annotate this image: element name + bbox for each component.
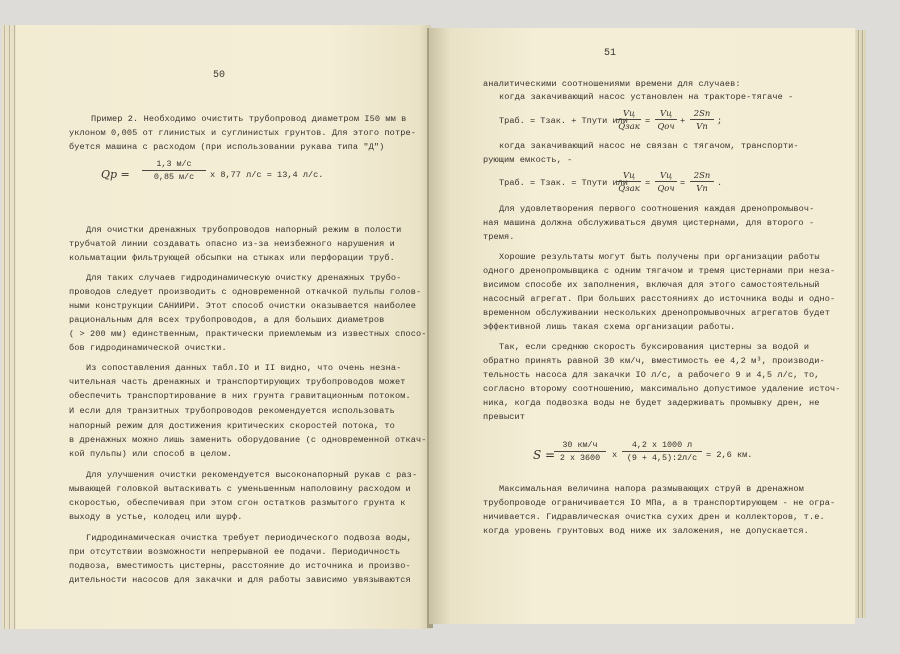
text-line: скоростью, обеспечивая при этом сгон остатков размытого грунта к bbox=[69, 498, 406, 508]
text-line: Для таких случаев гидродинамическую очистку дренажных трубо- bbox=[86, 273, 402, 283]
equals-sign: = bbox=[645, 116, 651, 126]
text-line: превысит bbox=[483, 412, 526, 422]
text-line: аналитическими соотношениями времени для случаев: bbox=[483, 79, 741, 89]
text-line: трубчатой линии создавать опасно из-за неизбежного нарушения и bbox=[69, 239, 395, 249]
text-line: чительная часть дренажных и транспортирующих трубопроводов может bbox=[69, 377, 406, 387]
page-number: 51 bbox=[604, 48, 617, 59]
text-line: когда закачивающий насос не связан с тягачом, транспорти- bbox=[499, 141, 799, 151]
text-line: проводов следует производить с одновременной откачкой пульпы голов- bbox=[69, 287, 422, 297]
text-line: дительности насосов для закачки и для работы зависимо увязываются bbox=[69, 575, 411, 585]
equals-sign: = bbox=[680, 178, 686, 188]
formula-fraction bbox=[690, 170, 714, 193]
denominator: Qоч bbox=[657, 183, 675, 193]
text-line: Пример 2. Необходимо очистить трубопровод диаметром I50 мм в bbox=[91, 114, 407, 124]
numerator: Vц bbox=[617, 108, 641, 120]
formula-rhs: = 2,6 км. bbox=[706, 450, 753, 460]
text-line: Из сопоставления данных табл.IO и II видно, что очень незна- bbox=[86, 363, 402, 373]
text-line: трубопроводе ограничивается IO МПа, а в транспортирующем - не огра- bbox=[483, 498, 836, 508]
formula-fraction bbox=[554, 440, 606, 463]
formula-lhs: Tраб. = Tзак. = Tпути или bbox=[499, 178, 628, 188]
text-line: подвоза, вместимость цистерны, расстояние до источника и произво- bbox=[69, 561, 411, 571]
text-line: ная машина должна обслуживаться двумя цистернами, для второго - bbox=[483, 218, 815, 228]
text-line: уклоном 0,005 от глинистых и суглинистых грунтов. Для этого потре- bbox=[69, 128, 416, 138]
numerator: Vц bbox=[655, 170, 677, 182]
text-line: кольматации фильтрующей обсыпки на стыках или перфорации труб. bbox=[69, 253, 395, 263]
numerator: 1,3 м/с bbox=[142, 159, 206, 171]
text-line: Так, если среднюю скорость буксирования цистерны за водой и bbox=[499, 342, 810, 352]
numerator: 4,2 x 1000 л bbox=[622, 440, 702, 452]
formula-lhs: Tраб. = Tзак. + Tпути или bbox=[499, 116, 628, 126]
formula-rhs: x 8,77 л/с = 13,4 л/с. bbox=[210, 170, 324, 180]
formula-tail: ; bbox=[717, 116, 723, 126]
page-number: 50 bbox=[213, 70, 226, 81]
numerator: 2Sп bbox=[690, 108, 714, 120]
formula-fraction bbox=[655, 108, 677, 131]
text-line: обеспечить транспортирование в них грунта гравитационным потоком. bbox=[69, 391, 411, 401]
text-line: висимом способе их заполнения, включая для этого самостоятельный bbox=[483, 280, 820, 290]
formula-tail: . bbox=[717, 178, 723, 188]
denominator: Vп bbox=[696, 121, 708, 131]
equals-sign: = bbox=[645, 178, 651, 188]
text-line: обратно принять равной 30 км/ч, вместимость ее 4,2 м³, производи- bbox=[483, 356, 825, 366]
left-page bbox=[16, 25, 431, 629]
text-line: насосный агрегат. При больших расстояниях до источника воды и одно- bbox=[483, 294, 836, 304]
numerator: 2Sп bbox=[690, 170, 714, 182]
text-line: напорный режим для достижения критических скоростей потока, то bbox=[69, 421, 395, 431]
text-line: Для очистки дренажных трубопроводов напорный режим в полости bbox=[86, 225, 402, 235]
text-line: ника, когда подвозка воды не будет задерживать промывку дрен, не bbox=[483, 398, 820, 408]
text-line: ( > 200 мм) единственным, практически приемлемым из известных спосо- bbox=[69, 329, 427, 339]
text-line: И если для транзитных трубопроводов рекомендуется использовать bbox=[69, 406, 395, 416]
formula-fraction bbox=[690, 108, 714, 131]
text-line: тремя. bbox=[483, 232, 515, 242]
denominator: Qзак bbox=[618, 121, 640, 131]
text-line: согласно второму соотношению, максимально допустимое удаление источ- bbox=[483, 384, 841, 394]
plus-sign: + bbox=[680, 116, 686, 126]
formula-lhs: Qp = bbox=[101, 168, 130, 181]
text-line: мывающей головкой вытаскивать с уменьшенным наполовину расходом и bbox=[69, 484, 411, 494]
text-line: Хорошие результаты могут быть получены при организации работы bbox=[499, 252, 820, 262]
text-line: временном обслуживании нескольких дренопромывочных агрегатов будет bbox=[483, 308, 830, 318]
right-page bbox=[429, 28, 855, 624]
multiply-sign: x bbox=[612, 450, 618, 460]
text-line: ными конструкции САНИИРИ. Этот способ очистки оказывается наиболее bbox=[69, 301, 416, 311]
text-line: Гидродинамическая очистка требует периодического подвоза воды, bbox=[86, 533, 412, 543]
text-line: кой пульпы) или способ в целом. bbox=[69, 449, 232, 459]
formula-fraction bbox=[622, 440, 702, 463]
numerator: Vц bbox=[655, 108, 677, 120]
text-line: одного дренопромывщика с одним тягачом и тремя цистернами при неза- bbox=[483, 266, 836, 276]
text-line: эффективной лишь такая схема организации работы. bbox=[483, 322, 736, 332]
formula-fraction bbox=[655, 170, 677, 193]
denominator: (9 + 4,5):2л/с bbox=[626, 453, 698, 463]
text-line: тельность насоса для закачки IO л/с, а рабочего 9 и 4,5 л/с, то, bbox=[483, 370, 820, 380]
text-line: в дренажных можно лишь заменить оборудование (с одновременной откач- bbox=[69, 435, 427, 445]
text-line: выходу в устье, колодец или шурф. bbox=[69, 512, 243, 522]
formula-fraction bbox=[617, 108, 641, 131]
denominator: Qзак bbox=[618, 183, 640, 193]
denominator: Vп bbox=[696, 183, 708, 193]
denominator: Qоч bbox=[657, 121, 675, 131]
text-line: Максимальная величина напора размывающих струй в дренажном bbox=[499, 484, 804, 494]
formula-fraction bbox=[142, 159, 206, 182]
text-line: рациональным для всех трубопроводов, а для больших диаметров bbox=[69, 315, 385, 325]
text-line: когда уровень грунтовых вод ниже их заложения, не допускается. bbox=[483, 526, 809, 536]
text-line: буется машина с расходом (при использовании рукава типа "Д") bbox=[69, 142, 385, 152]
text-line: рующим емкость, - bbox=[483, 155, 573, 165]
text-line: когда закачивающий насос установлен на тракторе-тягаче - bbox=[499, 92, 794, 102]
text-line: при отсутствии возможности непрерывной ее подачи. Периодичность bbox=[69, 547, 401, 557]
numerator: Vц bbox=[617, 170, 641, 182]
denominator: 0,85 м/с bbox=[153, 172, 195, 182]
text-line: ничивается. Гидравлическая очистка сухих дрен и коллекторов, т.е. bbox=[483, 512, 825, 522]
text-line: Для улучшения очистки рекомендуется высоконапорный рукав с раз- bbox=[86, 470, 418, 480]
text-line: Для удовлетворения первого соотношения каждая дренопромывоч- bbox=[499, 204, 815, 214]
text-line: бов гидродинамической очистки. bbox=[69, 343, 227, 353]
numerator: 30 км/ч bbox=[554, 440, 606, 452]
formula-lhs: S = bbox=[533, 448, 556, 462]
denominator: 2 x 3600 bbox=[559, 453, 601, 463]
formula-fraction bbox=[617, 170, 641, 193]
